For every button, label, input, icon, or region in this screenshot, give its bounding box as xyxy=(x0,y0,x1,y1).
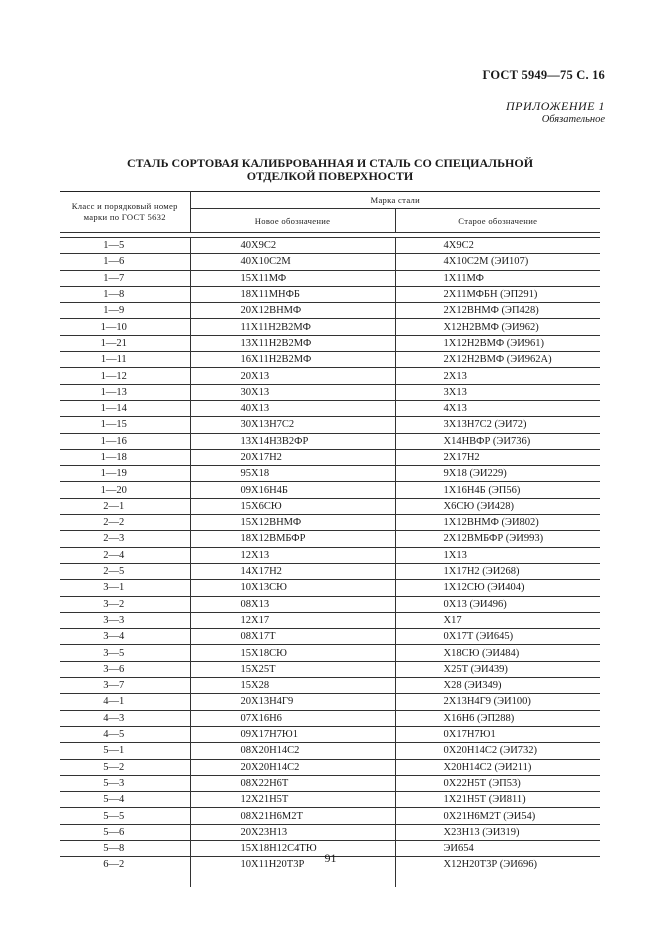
old-designation-cell: Х14НВФР (ЭИ736) xyxy=(395,433,600,449)
new-designation-cell: 20Х13 xyxy=(190,368,395,384)
table-row xyxy=(60,694,600,710)
table-row xyxy=(60,661,600,677)
class-number-cell: 2—2 xyxy=(60,515,190,531)
table-row xyxy=(60,547,600,563)
new-designation-cell: 08Х17Т xyxy=(190,629,395,645)
table-row xyxy=(60,400,600,416)
table-row xyxy=(60,466,600,482)
class-number-cell: 1—18 xyxy=(60,449,190,465)
page-number: 91 xyxy=(324,851,337,865)
table-title xyxy=(60,157,600,183)
old-designation-cell: 2Х12ВНМФ (ЭП428) xyxy=(395,303,600,319)
old-designation-cell: 2Х17Н2 xyxy=(395,449,600,465)
table-row xyxy=(60,254,600,270)
old-designation-cell: 3Х13 xyxy=(395,384,600,400)
title-line-1: СТАЛЬ СОРТОВАЯ КАЛИБРОВАННАЯ И СТАЛЬ СО СПЕЦИАЛЬНОЙ xyxy=(126,156,534,170)
old-designation-cell: 4Х9С2 xyxy=(395,238,600,254)
new-designation-cell: 12Х21Н5Т xyxy=(190,792,395,808)
class-number-cell: 1—9 xyxy=(60,303,190,319)
table-row xyxy=(60,824,600,840)
table-row xyxy=(60,335,600,351)
new-designation-cell: 09Х16Н4Б xyxy=(190,482,395,498)
table-row xyxy=(60,759,600,775)
old-designation-cell: Х20Н14С2 (ЭИ211) xyxy=(395,759,600,775)
class-number-cell: 5—8 xyxy=(60,840,190,856)
table-row xyxy=(60,498,600,514)
table-row xyxy=(60,645,600,661)
class-number-cell: 5—3 xyxy=(60,775,190,791)
appendix-block xyxy=(506,100,605,126)
appendix-label: ПРИЛОЖЕНИЕ 1 xyxy=(506,99,605,113)
new-designation-cell: 15Х25Т xyxy=(190,661,395,677)
column-header-steel-mark: Марка стали xyxy=(190,192,600,209)
class-number-cell: 3—4 xyxy=(60,629,190,645)
new-designation-cell: 40Х13 xyxy=(190,400,395,416)
new-designation-cell: 15Х12ВНМФ xyxy=(190,515,395,531)
column-header-new-designation: Новое обозначение xyxy=(190,209,395,233)
table-row xyxy=(60,270,600,286)
new-designation-cell: 12Х17 xyxy=(190,612,395,628)
old-designation-cell: 1Х12ВНМФ (ЭИ802) xyxy=(395,515,600,531)
class-number-cell: 3—7 xyxy=(60,678,190,694)
class-number-cell: 1—10 xyxy=(60,319,190,335)
column-header-class-line-2: марки по ГОСТ 5632 xyxy=(83,212,166,222)
old-designation-cell: 1Х12Н2ВМФ (ЭИ961) xyxy=(395,335,600,351)
table-row xyxy=(60,449,600,465)
old-designation-cell: Х12Н2ВМФ (ЭИ962) xyxy=(395,319,600,335)
class-number-cell: 1—13 xyxy=(60,384,190,400)
new-designation-cell: 08Х13 xyxy=(190,596,395,612)
class-number-cell: 1—5 xyxy=(60,238,190,254)
table-row xyxy=(60,596,600,612)
old-designation-cell: ЭИ654 xyxy=(395,840,600,856)
class-number-cell: 1—14 xyxy=(60,400,190,416)
new-designation-cell: 15Х18СЮ xyxy=(190,645,395,661)
table-row xyxy=(60,319,600,335)
old-designation-cell: 0Х20Н14С2 (ЭИ732) xyxy=(395,743,600,759)
old-designation-cell: 4Х13 xyxy=(395,400,600,416)
table-row xyxy=(60,580,600,596)
class-number-cell: 1—21 xyxy=(60,335,190,351)
new-designation-cell: 07Х16Н6 xyxy=(190,710,395,726)
new-designation-cell: 15Х6СЮ xyxy=(190,498,395,514)
title-line-2: ОТДЕЛКОЙ ПОВЕРХНОСТИ xyxy=(246,169,414,183)
new-designation-cell: 10Х13СЮ xyxy=(190,580,395,596)
old-designation-cell: 1Х13 xyxy=(395,547,600,563)
old-designation-cell: 2Х13 xyxy=(395,368,600,384)
new-designation-cell: 18Х12ВМБФР xyxy=(190,531,395,547)
old-designation-cell: Х12Н20Т3Р (ЭИ696) xyxy=(443,859,538,871)
class-number-cell: 1—11 xyxy=(60,352,190,368)
old-designation-cell: 2Х13Н4Г9 (ЭИ100) xyxy=(395,694,600,710)
class-number-cell: 3—5 xyxy=(60,645,190,661)
new-designation-cell: 11Х11Н2В2МФ xyxy=(190,319,395,335)
table-row xyxy=(60,384,600,400)
steel-grades-table xyxy=(60,191,600,887)
old-designation-cell: Х18СЮ (ЭИ484) xyxy=(395,645,600,661)
class-number-cell: 3—1 xyxy=(60,580,190,596)
class-number-cell: 3—6 xyxy=(60,661,190,677)
class-number-cell: 5—6 xyxy=(60,824,190,840)
old-designation-cell: Х23Н13 (ЭИ319) xyxy=(395,824,600,840)
class-number-cell: 1—7 xyxy=(60,270,190,286)
class-number-cell: 5—4 xyxy=(60,792,190,808)
table-row xyxy=(60,743,600,759)
new-designation-cell: 20Х13Н4Г9 xyxy=(190,694,395,710)
table-row xyxy=(60,710,600,726)
column-header-old-designation: Старое обозначение xyxy=(395,209,600,233)
table-row xyxy=(60,482,600,498)
old-designation-cell: Х16Н6 (ЭП288) xyxy=(395,710,600,726)
class-number-cell: 3—2 xyxy=(60,596,190,612)
table-row xyxy=(60,417,600,433)
class-number-cell: 5—1 xyxy=(60,743,190,759)
old-designation-cell: 1Х17Н2 (ЭИ268) xyxy=(395,563,600,579)
class-number-cell: 4—5 xyxy=(60,726,190,742)
class-number-cell: 4—3 xyxy=(60,710,190,726)
table-row xyxy=(60,433,600,449)
table-row xyxy=(60,612,600,628)
table-header xyxy=(60,192,600,233)
class-number-cell: 2—5 xyxy=(60,563,190,579)
column-header-class xyxy=(60,192,190,233)
class-number-cell: 2—4 xyxy=(60,547,190,563)
new-designation-cell: 14Х17Н2 xyxy=(190,563,395,579)
class-number-cell: 2—3 xyxy=(60,531,190,547)
new-designation-cell: 08Х22Н6Т xyxy=(190,775,395,791)
table-row xyxy=(60,531,600,547)
table-row xyxy=(60,629,600,645)
appendix-status: Обязательное xyxy=(541,114,605,125)
table-body xyxy=(60,233,600,887)
old-designation-cell: Х17 xyxy=(395,612,600,628)
class-number-cell: 4—1 xyxy=(60,694,190,710)
class-number-cell: 1—6 xyxy=(60,254,190,270)
table-row xyxy=(60,808,600,824)
old-designation-cell: 0Х13 (ЭИ496) xyxy=(395,596,600,612)
table-row xyxy=(60,238,600,254)
document-reference: ГОСТ 5949—75 С. 16 xyxy=(482,68,605,82)
new-designation-cell: 20Х23Н13 xyxy=(190,824,395,840)
class-number-cell: 1—8 xyxy=(60,286,190,302)
new-designation-cell: 30Х13 xyxy=(190,384,395,400)
old-designation-cell: 1Х12СЮ (ЭИ404) xyxy=(395,580,600,596)
new-designation-cell: 40Х10С2М xyxy=(190,254,395,270)
old-designation-cell: 2Х12ВМБФР (ЭИ993) xyxy=(395,531,600,547)
old-designation-cell: 2Х12Н2ВМФ (ЭИ962А) xyxy=(395,352,600,368)
new-designation-cell: 16Х11Н2В2МФ xyxy=(190,352,395,368)
old-designation-cell: 1Х21Н5Т (ЭИ811) xyxy=(395,792,600,808)
old-designation-cell: 0Х22Н5Т (ЭП53) xyxy=(395,775,600,791)
column-header-class-line-1: Класс и порядковый номер xyxy=(71,201,178,211)
class-number-cell: 3—3 xyxy=(60,612,190,628)
class-number-cell: 1—20 xyxy=(60,482,190,498)
new-designation-cell: 40Х9С2 xyxy=(190,238,395,254)
old-designation-cell: 2Х11МФБН (ЭП291) xyxy=(395,286,600,302)
new-designation-cell: 08Х21Н6М2Т xyxy=(190,808,395,824)
class-number-cell: 1—16 xyxy=(60,433,190,449)
new-designation-cell: 13Х14Н3В2ФР xyxy=(190,433,395,449)
old-designation-cell: 0Х17Т (ЭИ645) xyxy=(395,629,600,645)
table-row xyxy=(60,775,600,791)
class-number-cell: 5—2 xyxy=(60,759,190,775)
table-bottom-spacer xyxy=(60,873,600,887)
new-designation-cell: 30Х13Н7С2 xyxy=(190,417,395,433)
old-designation-cell: 4Х10С2М (ЭИ107) xyxy=(395,254,600,270)
class-number-cell: 1—19 xyxy=(60,466,190,482)
table-row xyxy=(60,792,600,808)
table-row xyxy=(60,303,600,319)
old-designation-cell: 3Х13Н7С2 (ЭИ72) xyxy=(395,417,600,433)
old-designation-cell: 9Х18 (ЭИ229) xyxy=(395,466,600,482)
class-number-cell: 1—12 xyxy=(60,368,190,384)
new-designation-cell: 09Х17Н7Ю1 xyxy=(190,726,395,742)
table-row xyxy=(60,352,600,368)
new-designation-cell: 15Х28 xyxy=(190,678,395,694)
new-designation-cell: 10Х11Н20Т3Р xyxy=(190,857,395,873)
table-row xyxy=(60,368,600,384)
new-designation-cell: 15Х11МФ xyxy=(190,270,395,286)
new-designation-cell: 20Х12ВНМФ xyxy=(190,303,395,319)
new-designation-cell: 20Х20Н14С2 xyxy=(190,759,395,775)
new-designation-cell: 08Х20Н14С2 xyxy=(190,743,395,759)
old-designation-cell: 1Х11МФ xyxy=(395,270,600,286)
new-designation-cell: 12Х13 xyxy=(190,547,395,563)
table-row xyxy=(60,515,600,531)
old-designation-cell: Х28 (ЭИ349) xyxy=(395,678,600,694)
old-designation-cell: 0Х17Н7Ю1 xyxy=(395,726,600,742)
old-designation-cell: Х25Т (ЭИ439) xyxy=(395,661,600,677)
table-row xyxy=(60,563,600,579)
new-designation-cell: 15Х18Н12С4ТЮ xyxy=(190,840,395,856)
old-designation-cell: Х6СЮ (ЭИ428) xyxy=(395,498,600,514)
table-row xyxy=(60,286,600,302)
new-designation-cell: 95Х18 xyxy=(190,466,395,482)
table-row xyxy=(60,726,600,742)
class-number-cell: 2—1 xyxy=(60,498,190,514)
new-designation-cell: 13Х11Н2В2МФ xyxy=(190,335,395,351)
old-designation-cell: 1Х16Н4Б (ЭП56) xyxy=(395,482,600,498)
class-number-cell: 1—15 xyxy=(60,417,190,433)
new-designation-cell: 18Х11МНФБ xyxy=(190,286,395,302)
table-row xyxy=(60,678,600,694)
class-number-cell: 6—2 xyxy=(60,857,190,873)
old-designation-cell: 0Х21Н6М2Т (ЭИ54) xyxy=(395,808,600,824)
class-number-cell: 5—5 xyxy=(60,808,190,824)
new-designation-cell: 20Х17Н2 xyxy=(190,449,395,465)
